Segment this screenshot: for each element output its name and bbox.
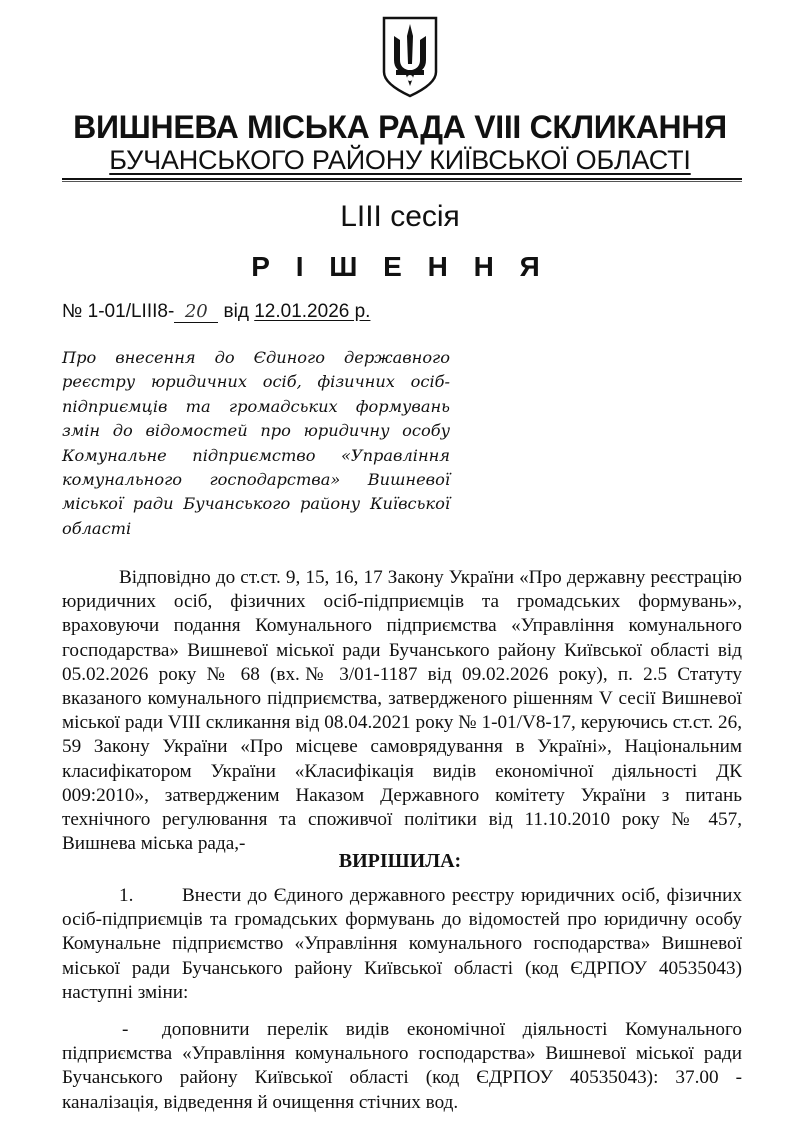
item-text: доповнити перелік видів економічної діяльності Комунального підприємства «Управління комунального господарства» Вишневої міської ради Бучанського району Київської області (код ЄДРПОУ 40535043): 37.00 - каналізація, відведення й очищення стічних вод. <box>62 1019 742 1113</box>
from-label: від <box>223 301 249 322</box>
item-marker: 1. <box>119 885 134 906</box>
header-divider <box>62 178 742 180</box>
document-type: Р І Ш Е Н Н Я <box>251 251 549 282</box>
item-text: Внести до Єдиного державного реєстру юридичних осіб, фізичних осіб-підприємців та громадських формувань до відомостей про юридичну особу Комунальне підприємство «Управління комунального господарства» Вишневої міської ради Бучанського району Київської області (код ЄДРПОУ 40535043) наступні зміни: <box>62 885 742 1003</box>
council-title: ВИШНЕВА МІСЬКА РАДА VIII СКЛИКАННЯ <box>73 109 727 145</box>
number-prefix: № 1-01/LIII8- <box>62 301 175 322</box>
decision-item-1 <box>62 884 742 1005</box>
item-marker: - <box>122 1019 129 1040</box>
decision-subject: Про внесення до Єдиного державного реєстру юридичних осіб, фізичних осіб-підприємців та громадських формувань змін до відомостей про юридичну особу Комунальне підприємство «Управління комунального господарства» Вишневої міської ради Бучанського району Київської області <box>62 348 450 538</box>
decision-subitem <box>62 1018 742 1115</box>
header-divider-thin <box>62 181 742 182</box>
coat-of-arms-icon <box>380 12 440 98</box>
council-region: БУЧАНСЬКОГО РАЙОНУ КИЇВСЬКОЇ ОБЛАСТІ <box>109 145 691 175</box>
decision-date: 12.01.2026 р. <box>254 301 371 322</box>
preamble-paragraph: Відповідно до ст.ст. 9, 15, 16, 17 Закону України «Про державну реєстрацію юридичних осіб, фізичних осіб-підприємців та громадських формувань», враховуючи подання Комунального підприємства «Управління комунального господарства» Вишневої міської ради Бучанського району Київської області від 05.02.2026 року № 68 (вх.№ 3/01-1187 від 09.02.2026 року), п. 2.5 Статуту вказаного комунального підприємства, затвердженого рішенням V сесії Вишневої міської ради VIII скликання від 08.04.2021 року № 1-01/V8-17, керуючись ст.ст. 26, 59 Закону України «Про місцеве самоврядування в Україні», Національним класифікатором України «Класифікація видів економічної діяльності ДК 009:2010», затвердженим Наказом Державного комітету України з питань технічного регулювання та споживчої політики від 11.10.2010 року № 457, Вишнева міська рада,- <box>62 567 742 855</box>
decision-number <box>62 300 370 324</box>
session-label: LIII сесія <box>340 200 460 233</box>
handwritten-number: 20 <box>174 302 218 323</box>
decided-heading: ВИРІШИЛА: <box>338 850 462 872</box>
